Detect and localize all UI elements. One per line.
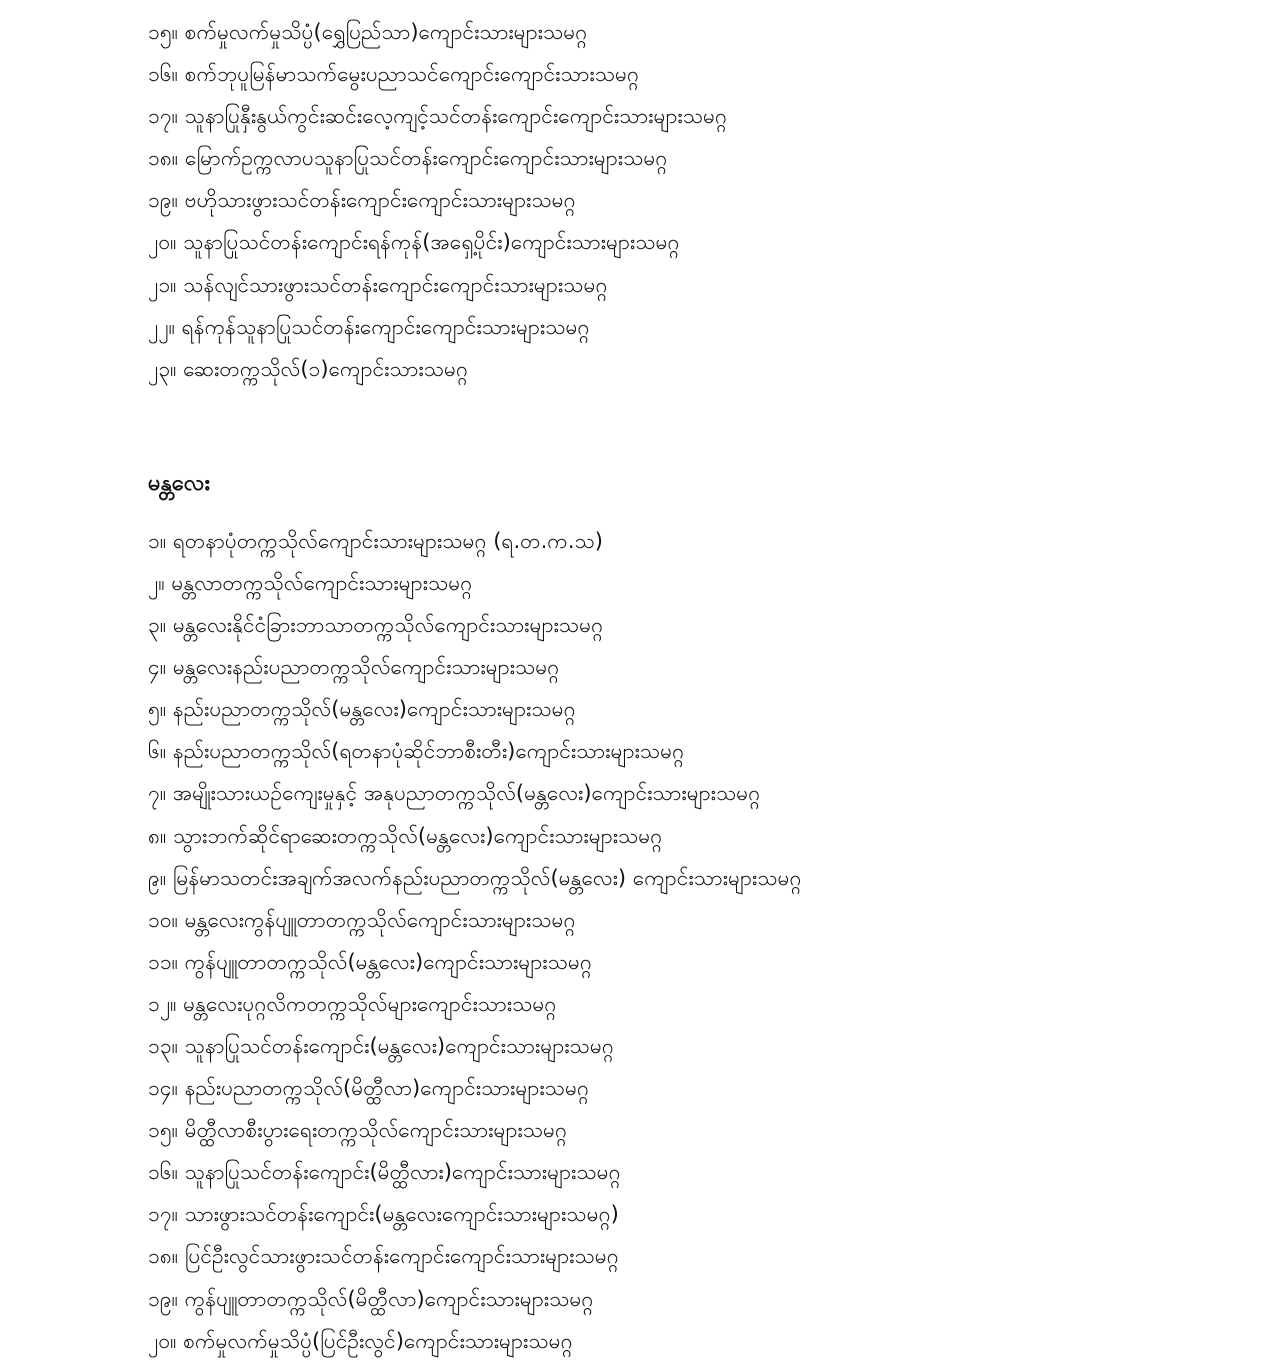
list-item: ၂၀။ သူနာပြုသင်တန်းကျောင်းရန်ကုန်(အရှေ့ပိုင်း)ကျောင်းသားများသမဂ္ဂ — [148, 230, 680, 255]
document-page — [148, 0, 1248, 1362]
list-item: ၁၉။ ကွန်ပျူတာတက္ကသိုလ်(မိတ္ထီလာ)ကျောင်းသားများသမဂ္ဂ — [148, 1286, 594, 1311]
section-spacer — [148, 390, 1248, 462]
list-item: ၁၁။ ကွန်ပျူတာတက္ကသိုလ်(မန္တလေး)ကျောင်းသားများသမဂ္ဂ — [148, 949, 592, 974]
union-list-continued — [148, 0, 1248, 390]
union-list-mandalay — [148, 506, 1248, 1362]
list-item: ၁၂။ မန္တလေးပုဂ္ဂလိကတက္ကသိုလ်များကျောင်းသားသမဂ္ဂ — [148, 991, 557, 1016]
list-item: ၁၆။ စက်ဘုပူမြန်မာသက်မွေးပညာသင်ကျောင်းကျောင်းသားသမဂ္ဂ — [148, 62, 640, 87]
list-item: ၂၃။ ဆေးတက္ကသိုလ်(၁)ကျောင်းသားသမဂ္ဂ — [148, 356, 469, 381]
list-item: ၇။ အမျိုးသားယဉ်ကျေးမှုနှင့် အနုပညာတက္ကသိုလ်(မန္တလေး)ကျောင်းသားများသမဂ္ဂ — [148, 781, 761, 806]
list-item: ၁၀။ မန္တလေးကွန်ပျူတာတက္ကသိုလ်ကျောင်းသားများသမဂ္ဂ — [148, 907, 576, 932]
list-item: ၁၄။ နည်းပညာတက္ကသိုလ်(မိတ္ထီလာ)ကျောင်းသားများသမဂ္ဂ — [148, 1076, 589, 1101]
list-item: ၁၈။ မြောက်ဥက္ကလာပသူနာပြုသင်တန်းကျောင်းကျောင်းသားများသမဂ္ဂ — [148, 146, 668, 171]
list-item: ၁၅။ စက်မှုလက်မှုသိပ္ပံ(ရွှေပြည်သာ)ကျောင်းသားများသမဂ္ဂ — [148, 20, 588, 44]
list-item: ၉။ မြန်မာသတင်းအချက်အလက်နည်းပညာတက္ကသိုလ်(မန္တလေး) ကျောင်းသားများသမဂ္ဂ — [148, 865, 802, 890]
list-item: ၁၃။ သူနာပြုသင်တန်းကျောင်း(မန္တလေး)ကျောင်းသားများသမဂ္ဂ — [148, 1033, 614, 1058]
list-item: ၁၇။ သူနာပြုနှီးနွယ်ကွင်းဆင်းလေ့ကျင့်သင်တန်းကျောင်းကျောင်းသားများသမဂ္ဂ — [148, 104, 728, 129]
list-item: ၆။ နည်းပညာတက္ကသိုလ်(ရတနာပုံဆိုင်ဘာစီးတီး)ကျောင်းသားများသမဂ္ဂ — [148, 739, 685, 764]
list-item: ၁။ ရတနာပုံတက္ကသိုလ်ကျောင်းသားများသမဂ္ဂ (ရ.တ.က.သ) — [148, 528, 603, 553]
list-item: ၁၆။ သူနာပြုသင်တန်းကျောင်း(မိတ္ထီလား)ကျောင်းသားများသမဂ္ဂ — [148, 1160, 621, 1185]
list-item: ၁၇။ သားဖွားသင်တန်းကျောင်း(မန္တလေးကျောင်းသားများသမဂ္ဂ) — [148, 1202, 619, 1227]
list-item: ၂။ မန္တလာတက္ကသိုလ်ကျောင်းသားများသမဂ္ဂ — [148, 570, 473, 595]
list-item: ၂၁။ သန်လျင်သားဖွားသင်တန်းကျောင်းကျောင်းသားများသမဂ္ဂ — [148, 272, 608, 297]
list-item: ၃။ မန္တလေးနိုင်ငံခြားဘာသာတက္ကသိုလ်ကျောင်းသားများသမဂ္ဂ — [148, 613, 604, 638]
list-item: ၂၀။ စက်မှုလက်မှုသိပ္ပံ(ပြင်ဦးလွင်)ကျောင်းသားများသမဂ္ဂ — [148, 1328, 573, 1353]
list-item: ၁၉။ ဗဟိုသားဖွားသင်တန်းကျောင်းကျောင်းသားများသမဂ္ဂ — [148, 188, 576, 213]
list-item: ၂၂။ ရန်ကုန်သူနာပြုသင်တန်းကျောင်းကျောင်းသားများသမဂ္ဂ — [148, 314, 590, 339]
list-item: ၅။ နည်းပညာတက္ကသိုလ်(မန္တလေး)ကျောင်းသားများသမဂ္ဂ — [148, 697, 576, 722]
list-item: ၈။ သွားဘက်ဆိုင်ရာဆေးတက္ကသိုလ်(မန္တလေး)ကျောင်းသားများသမဂ္ဂ — [148, 823, 663, 848]
section-heading-mandalay: မန္တလေး — [148, 470, 211, 496]
list-item: ၁၅။ မိတ္ထီလာစီးပွားရေးတက္ကသိုလ်ကျောင်းသားများသမဂ္ဂ — [148, 1118, 568, 1143]
list-item: ၁၈။ ပြင်ဦးလွင်သားဖွားသင်တန်းကျောင်းကျောင်းသားများသမဂ္ဂ — [148, 1244, 619, 1269]
list-item: ၄။ မန္တလေးနည်းပညာတက္ကသိုလ်ကျောင်းသားများသမဂ္ဂ — [148, 655, 560, 680]
